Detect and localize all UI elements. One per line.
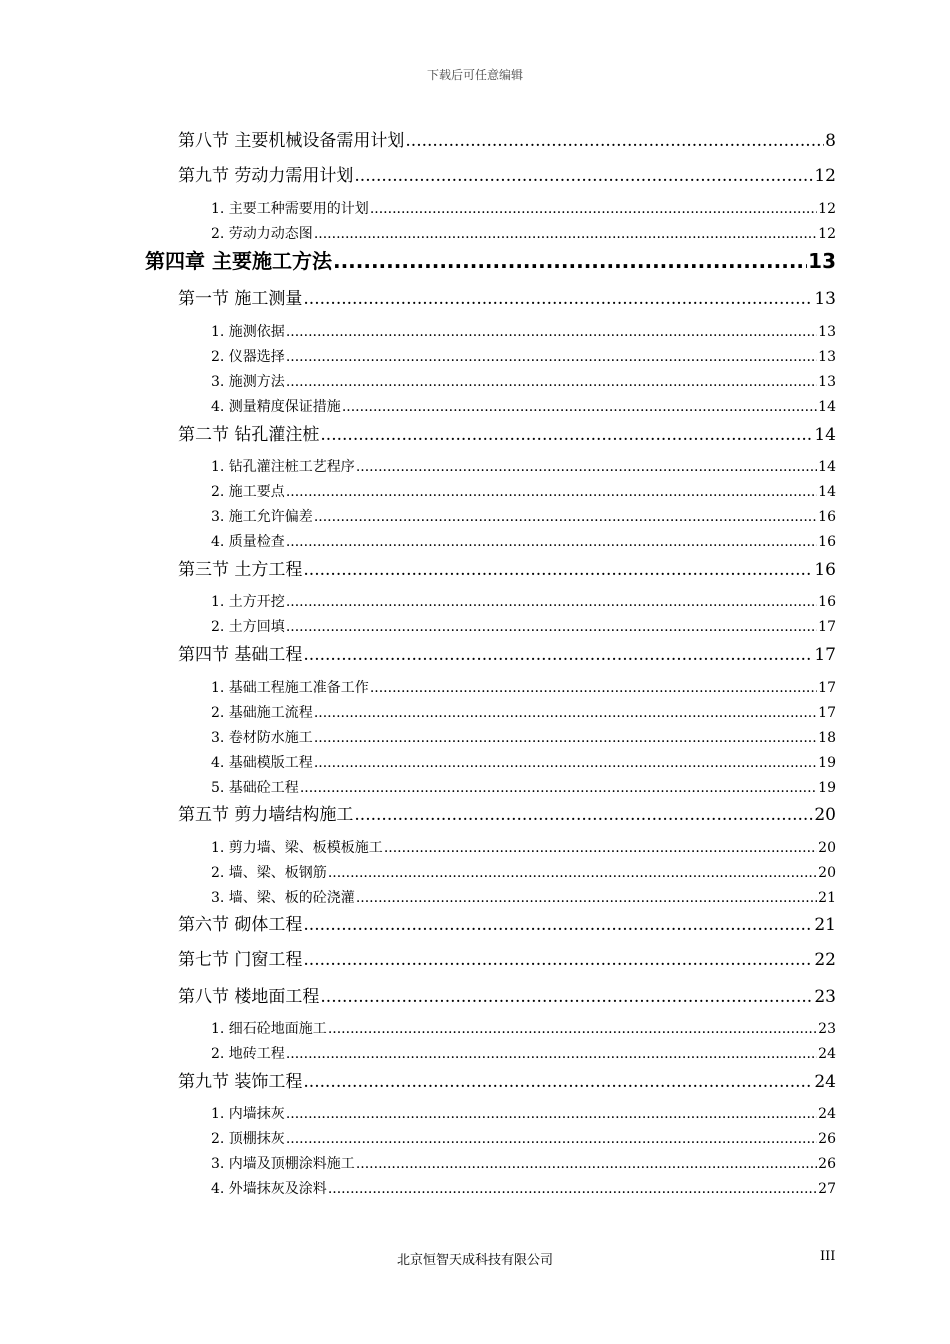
toc-entry-title: 4. 外墙抹灰及涂料 xyxy=(211,1181,327,1197)
toc-entry-title: 2. 基础施工流程 xyxy=(211,705,313,721)
toc-entry-title: 1. 细石砼地面施工 xyxy=(211,1021,327,1037)
toc-entry-title: 1. 主要工种需要用的计划 xyxy=(211,201,369,217)
toc-entry-title: 3. 卷材防水施工 xyxy=(211,730,313,746)
toc-entry[interactable] xyxy=(178,284,836,309)
toc-dot-leader xyxy=(303,560,813,580)
toc-dot-leader xyxy=(314,730,817,746)
toc-entry[interactable] xyxy=(178,945,836,970)
toc-entry-page: 20 xyxy=(818,840,836,856)
toc-dot-leader xyxy=(314,226,817,242)
toc-entry-page: 13 xyxy=(818,349,836,365)
toc-entry[interactable] xyxy=(211,198,836,218)
toc-dot-leader xyxy=(370,201,817,217)
toc-entry[interactable] xyxy=(211,862,836,882)
toc-dot-leader xyxy=(286,534,817,550)
toc-entry-title: 第六节 砌体工程 xyxy=(178,915,303,935)
toc-dot-leader xyxy=(286,1106,817,1122)
toc-entry-page: 24 xyxy=(814,1072,836,1092)
toc-entry[interactable] xyxy=(178,800,836,825)
toc-entry[interactable] xyxy=(211,887,836,907)
toc-entry-title: 5. 基础砼工程 xyxy=(211,780,299,796)
toc-entry-page: 16 xyxy=(818,594,836,610)
footer-company: 北京恒智天成科技有限公司 xyxy=(396,1253,553,1268)
toc-entry-page: 19 xyxy=(818,780,836,796)
toc-entry-page: 20 xyxy=(814,805,836,825)
toc-dot-leader xyxy=(286,1131,817,1147)
toc-dot-leader xyxy=(356,1156,817,1172)
toc-entry-title: 3. 内墙及顶棚涂料施工 xyxy=(211,1156,355,1172)
toc-entry[interactable] xyxy=(211,346,836,366)
toc-entry-page: 16 xyxy=(814,560,836,580)
toc-entry[interactable] xyxy=(211,677,836,697)
toc-entry-page: 16 xyxy=(818,509,836,525)
toc-entry-title: 2. 仪器选择 xyxy=(211,349,285,365)
footer-page-number: III xyxy=(820,1249,836,1264)
toc-entry[interactable] xyxy=(211,456,836,476)
toc-entry[interactable] xyxy=(211,1043,836,1063)
toc-dot-leader xyxy=(328,865,817,881)
toc-dot-leader xyxy=(328,1181,817,1197)
toc-entry-page: 8 xyxy=(825,131,836,151)
toc-dot-leader xyxy=(342,399,817,415)
toc-dot-leader xyxy=(286,349,817,365)
toc-entry-title: 2. 顶棚抹灰 xyxy=(211,1131,285,1147)
page-header: 下载后可任意编辑 xyxy=(426,68,523,82)
toc-entry-page: 14 xyxy=(818,459,836,475)
toc-entry[interactable] xyxy=(211,1178,836,1198)
toc-entry[interactable] xyxy=(211,531,836,551)
toc-entry-page: 16 xyxy=(818,534,836,550)
toc-dot-leader xyxy=(286,594,817,610)
toc-entry[interactable] xyxy=(211,396,836,416)
toc-entry[interactable] xyxy=(211,752,836,772)
toc-entry-title: 2. 地砖工程 xyxy=(211,1046,285,1062)
toc-dot-leader xyxy=(405,131,824,151)
toc-entry[interactable] xyxy=(211,616,836,636)
toc-dot-leader xyxy=(314,509,817,525)
toc-entry-title: 第九节 装饰工程 xyxy=(178,1072,303,1092)
toc-entry[interactable] xyxy=(211,837,836,857)
toc-entry-page: 26 xyxy=(818,1156,836,1172)
toc-entry-page: 13 xyxy=(818,374,836,390)
toc-entry-page: 24 xyxy=(818,1106,836,1122)
toc-dot-leader xyxy=(303,1072,813,1092)
toc-entry-title: 第八节 楼地面工程 xyxy=(178,987,320,1007)
toc-entry[interactable] xyxy=(178,161,836,186)
toc-entry-page: 14 xyxy=(818,399,836,415)
toc-entry-title: 4. 测量精度保证措施 xyxy=(211,399,341,415)
toc-entry-title: 1. 施测依据 xyxy=(211,324,285,340)
toc-entry-page: 23 xyxy=(818,1021,836,1037)
toc-entry-title: 2. 墙、梁、板钢筋 xyxy=(211,865,327,881)
toc-dot-leader xyxy=(286,619,817,635)
toc-entry[interactable] xyxy=(178,420,836,445)
toc-dot-leader xyxy=(303,915,813,935)
toc-entry[interactable] xyxy=(211,371,836,391)
toc-dot-leader xyxy=(303,950,813,970)
toc-dot-leader xyxy=(286,374,817,390)
toc-entry-title: 第四章 主要施工方法 xyxy=(145,249,332,273)
toc-entry-title: 1. 钻孔灌注桩工艺程序 xyxy=(211,459,355,475)
toc-entry[interactable] xyxy=(178,555,836,580)
toc-entry-title: 3. 施工允许偏差 xyxy=(211,509,313,525)
toc-entry-page: 21 xyxy=(818,890,836,906)
toc-entry[interactable] xyxy=(178,640,836,665)
toc-entry-page: 14 xyxy=(818,484,836,500)
toc-entry-title: 2. 施工要点 xyxy=(211,484,285,500)
toc-dot-leader xyxy=(356,890,817,906)
toc-dot-leader xyxy=(314,705,817,721)
toc-dot-leader xyxy=(354,805,813,825)
toc-dot-leader xyxy=(320,987,813,1007)
toc-dot-leader xyxy=(354,166,813,186)
toc-entry-title: 第九节 劳动力需用计划 xyxy=(178,166,354,186)
toc-dot-leader xyxy=(303,289,813,309)
toc-dot-leader xyxy=(286,484,817,500)
toc-entry-title: 第二节 钻孔灌注桩 xyxy=(178,425,320,445)
toc-entry-page: 17 xyxy=(818,705,836,721)
toc-entry[interactable] xyxy=(211,1128,836,1148)
toc-entry[interactable] xyxy=(178,982,836,1007)
toc-entry[interactable] xyxy=(211,506,836,526)
toc-entry-page: 13 xyxy=(818,324,836,340)
toc-entry-title: 第一节 施工测量 xyxy=(178,289,303,309)
toc-entry-title: 4. 质量检查 xyxy=(211,534,285,550)
toc-entry-page: 12 xyxy=(818,201,836,217)
toc-entry[interactable] xyxy=(211,1018,836,1038)
toc-entry-title: 3. 施测方法 xyxy=(211,374,285,390)
toc-entry-title: 2. 土方回填 xyxy=(211,619,285,635)
toc-entry[interactable] xyxy=(211,1103,836,1123)
toc-entry[interactable] xyxy=(211,321,836,341)
toc-entry-page: 14 xyxy=(814,425,836,445)
toc-entry-title: 第七节 门窗工程 xyxy=(178,950,303,970)
toc-entry-title: 第五节 剪力墙结构施工 xyxy=(178,805,354,825)
toc-entry[interactable] xyxy=(211,1153,836,1173)
toc-entry-page: 23 xyxy=(814,987,836,1007)
toc-entry[interactable] xyxy=(211,727,836,747)
toc-dot-leader xyxy=(384,840,817,856)
toc-entry-title: 1. 内墙抹灰 xyxy=(211,1106,285,1122)
toc-entry-page: 21 xyxy=(814,915,836,935)
toc-entry-page: 18 xyxy=(818,730,836,746)
toc-entry[interactable] xyxy=(178,126,836,151)
toc-dot-leader xyxy=(303,645,813,665)
toc-entry-page: 13 xyxy=(814,289,836,309)
toc-dot-leader xyxy=(300,780,817,796)
toc-dot-leader xyxy=(328,1021,817,1037)
toc-dot-leader xyxy=(320,425,813,445)
toc-entry-page: 17 xyxy=(818,619,836,635)
toc-entry-title: 1. 剪力墙、梁、板模板施工 xyxy=(211,840,383,856)
toc-entry[interactable] xyxy=(178,1067,836,1092)
toc-entry-page: 17 xyxy=(818,680,836,696)
toc-entry-page: 20 xyxy=(818,865,836,881)
toc-entry-page: 17 xyxy=(814,645,836,665)
toc-entry[interactable] xyxy=(211,481,836,501)
toc-entry-title: 第三节 土方工程 xyxy=(178,560,303,580)
toc-entry-title: 4. 基础模版工程 xyxy=(211,755,313,771)
toc-entry-title: 第四节 基础工程 xyxy=(178,645,303,665)
toc-entry-page: 26 xyxy=(818,1131,836,1147)
toc-entry-page: 22 xyxy=(814,950,836,970)
toc-entry-page: 12 xyxy=(818,226,836,242)
toc-entry[interactable] xyxy=(211,591,836,611)
toc-entry-page: 24 xyxy=(818,1046,836,1062)
toc-entry-title: 3. 墙、梁、板的砼浇灌 xyxy=(211,890,355,906)
toc-dot-leader xyxy=(314,755,817,771)
toc-entry-page: 13 xyxy=(808,249,836,273)
toc-entry[interactable] xyxy=(178,910,836,935)
toc-dot-leader xyxy=(333,249,807,273)
toc-dot-leader xyxy=(286,1046,817,1062)
toc-entry-page: 19 xyxy=(818,755,836,771)
toc-dot-leader xyxy=(286,324,817,340)
toc-entry-title: 1. 基础工程施工准备工作 xyxy=(211,680,369,696)
toc-entry[interactable] xyxy=(145,245,836,274)
toc-dot-leader xyxy=(356,459,817,475)
toc-entry[interactable] xyxy=(211,702,836,722)
toc-entry-page: 12 xyxy=(814,166,836,186)
toc-dot-leader xyxy=(370,680,817,696)
toc-entry-page: 27 xyxy=(818,1181,836,1197)
toc-entry-title: 第八节 主要机械设备需用计划 xyxy=(178,131,405,151)
toc-entry[interactable] xyxy=(211,777,836,797)
toc-entry[interactable] xyxy=(211,223,836,243)
toc-entry-title: 2. 劳动力动态图 xyxy=(211,226,313,242)
toc-entry-title: 1. 土方开挖 xyxy=(211,594,285,610)
